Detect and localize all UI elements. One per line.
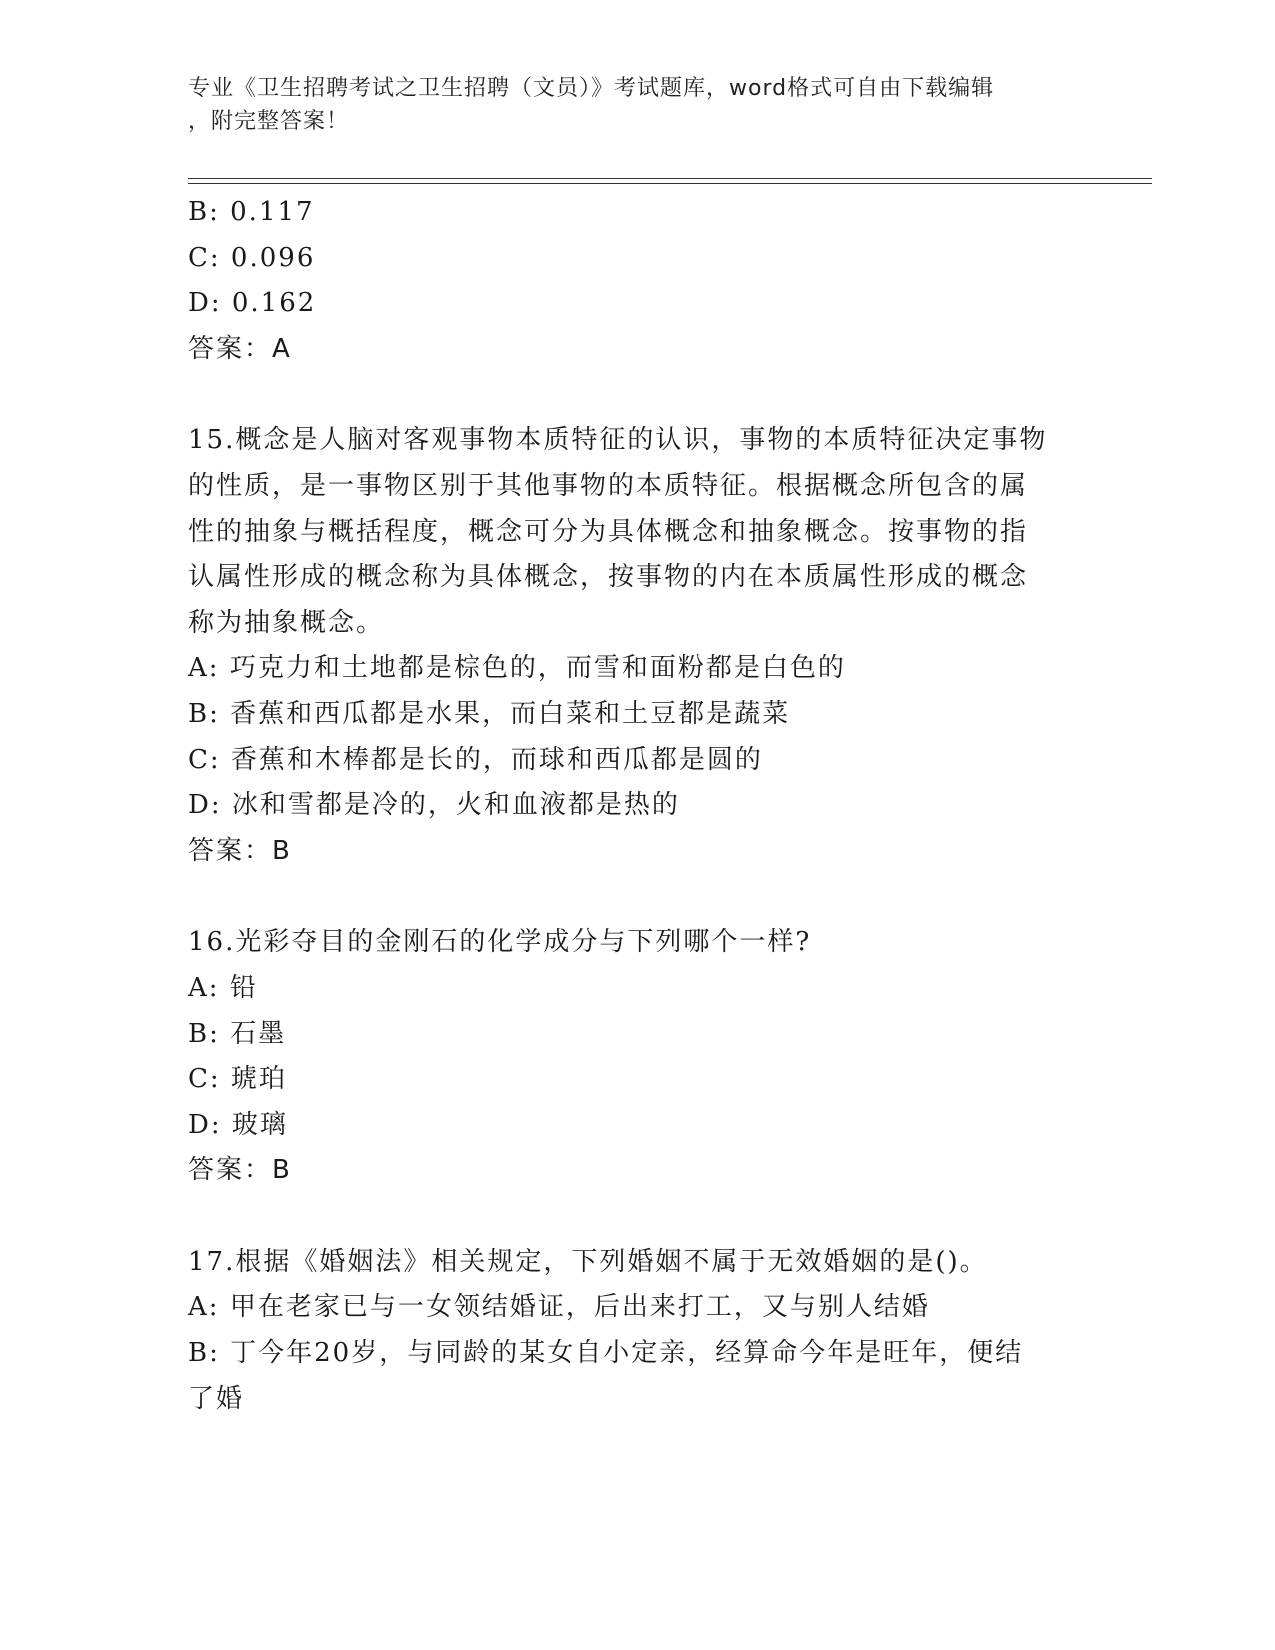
option-label: B:: [188, 698, 220, 729]
question-stem-line: 16.光彩夺目的金刚石的化学成分与下列哪个一样?: [188, 927, 812, 958]
answer-line: [188, 327, 1088, 373]
question-15: [188, 418, 1088, 874]
header-line-2: ，附完整答案！: [188, 109, 350, 134]
option-text: 香蕉和木棒都是长的，而球和西瓜都是圆的: [230, 744, 763, 775]
answer-value: A: [272, 333, 292, 364]
question-stem-line: 17.根据《婚姻法》相关规定，下列婚姻不属于无效婚姻的是()。: [188, 1246, 988, 1277]
option-text: 甲在老家已与一女领结婚证，后出来打工，又与别人结婚: [229, 1292, 930, 1323]
answer-value: B: [272, 835, 292, 866]
option-label: A:: [188, 1292, 220, 1323]
question-16: [188, 920, 1088, 1194]
option-label: D:: [188, 288, 222, 319]
option-b: [188, 190, 1088, 236]
answer-label: 答案：: [188, 333, 273, 364]
question-stem-line: 认属性形成的概念称为具体概念，按事物的内在本质属性形成的概念: [188, 562, 1029, 593]
option-c: [188, 738, 1088, 784]
answer-label: 答案：: [188, 835, 273, 866]
option-label: C:: [188, 744, 221, 775]
question-stem-line: 15.概念是人脑对客观事物本质特征的认识，事物的本质特征决定事物: [188, 425, 1048, 456]
option-text: 香蕉和西瓜都是水果，而白菜和土豆都是蔬菜: [230, 698, 791, 729]
option-d: [188, 783, 1088, 829]
question-stem-line: 的性质，是一事物区别于其他事物的本质特征。根据概念所包含的属: [188, 470, 1029, 501]
option-text: 丁今年20岁，与同龄的某女自小定亲，经算命今年是旺年，便结: [230, 1338, 1024, 1369]
option-d: [188, 281, 1088, 327]
question-stem-line: 称为抽象概念。: [188, 607, 385, 638]
option-label: D:: [188, 1109, 222, 1140]
option-label: B:: [188, 1338, 220, 1369]
option-label: A:: [188, 653, 220, 684]
option-b: [188, 1331, 1088, 1377]
option-label: B:: [188, 197, 220, 227]
option-a: [188, 966, 1088, 1012]
option-text: 冰和雪都是冷的，火和血液都是热的: [231, 790, 680, 821]
option-label: A:: [188, 972, 220, 1003]
header-line-1: 专业《卫生招聘考试之卫生招聘（文员）》考试题库，word格式可自由下载编辑: [188, 76, 995, 101]
option-b: [188, 1012, 1088, 1058]
option-text: 0.162: [231, 288, 317, 319]
option-label: C:: [188, 242, 221, 273]
option-b-continued: 了婚: [188, 1383, 245, 1414]
header-rule-bottom: [188, 183, 1152, 184]
option-label: C:: [188, 1064, 221, 1095]
option-d: [188, 1103, 1088, 1149]
option-a: [188, 1285, 1088, 1331]
header-rule-top: [188, 178, 1152, 179]
question-14-tail: [188, 190, 1088, 372]
option-text: 铅: [229, 972, 258, 1003]
document-header: [188, 72, 1088, 138]
answer-value: B: [272, 1155, 292, 1186]
answer-line: [188, 829, 1088, 875]
option-label: B:: [188, 1018, 220, 1049]
question-17: [188, 1240, 1088, 1422]
option-a: [188, 646, 1088, 692]
option-text: 石墨: [230, 1018, 287, 1049]
option-text: 巧克力和土地都是棕色的，而雪和面粉都是白色的: [229, 653, 846, 684]
question-stem-line: 性的抽象与概括程度，概念可分为具体概念和抽象概念。按事物的指: [188, 516, 1029, 547]
question-content: [188, 190, 1088, 1422]
option-c: [188, 236, 1088, 282]
option-text: 0.117: [230, 197, 315, 227]
option-text: 玻璃: [231, 1109, 288, 1140]
answer-line: [188, 1148, 1088, 1194]
option-text: 0.096: [230, 242, 316, 273]
answer-label: 答案：: [188, 1155, 273, 1186]
option-label: D:: [188, 790, 222, 821]
option-b: [188, 692, 1088, 738]
option-c: [188, 1057, 1088, 1103]
option-text: 琥珀: [230, 1064, 287, 1095]
